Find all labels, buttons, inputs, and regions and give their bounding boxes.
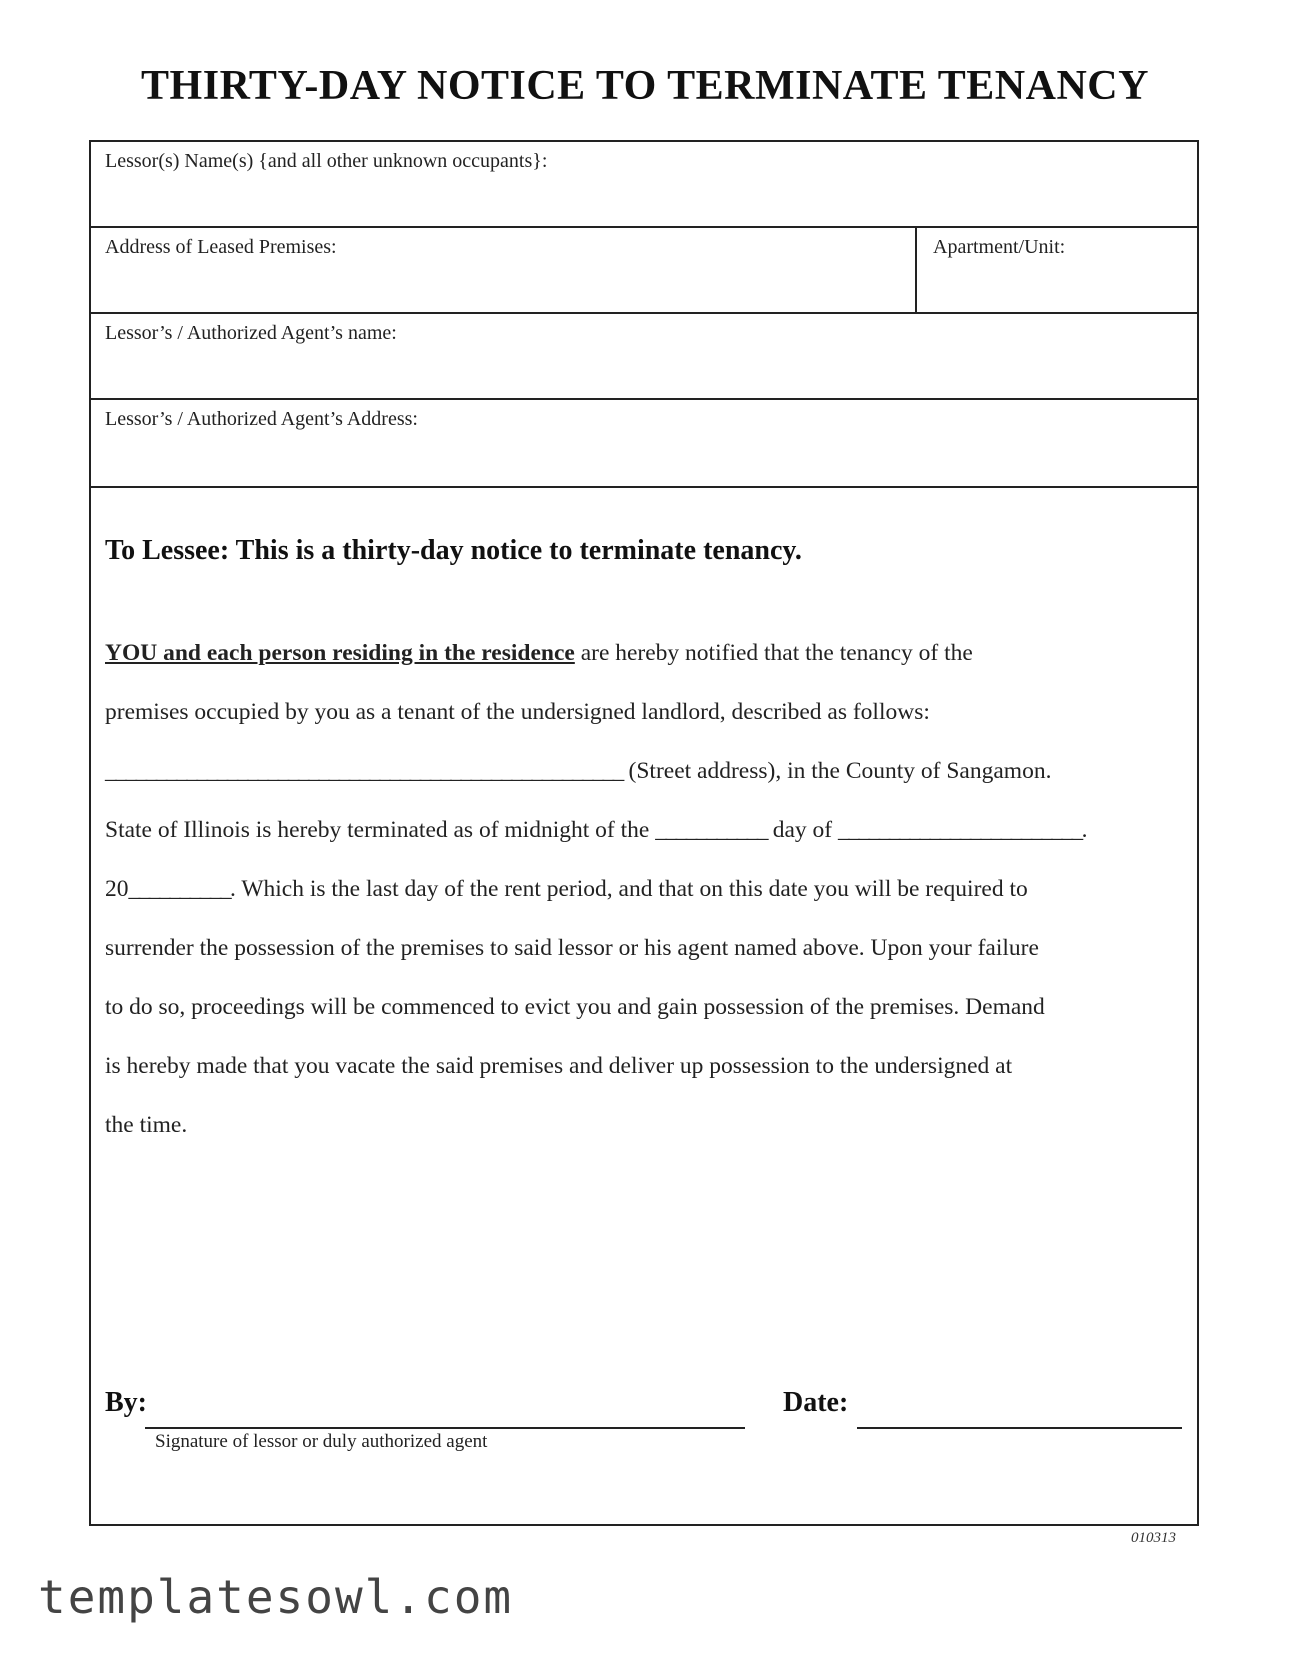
notice-line-6: surrender the possession of the premises to said lessor or his agent named above. Upon your failure xyxy=(105,935,1039,961)
document-title: THIRTY-DAY NOTICE TO TERMINATE TENANCY xyxy=(141,63,1149,109)
notice-line-8: is hereby made that you vacate the said premises and deliver up possession to the undersigned at xyxy=(105,1053,1013,1079)
notice-line-7: to do so, proceedings will be commenced to evict you and gain possession of the premises. Demand xyxy=(105,994,1045,1020)
column-divider xyxy=(915,228,917,312)
date-line[interactable] xyxy=(857,1427,1182,1429)
lessor-names-label: Lessor(s) Name(s) {and all other unknown occupants}: xyxy=(105,150,548,172)
year-blank[interactable]: __________ xyxy=(128,876,231,902)
notice-line-4: State of Illinois is hereby terminated as of midnight of the ___________ day of ________________________. xyxy=(105,817,1088,843)
notice-line-9: the time. xyxy=(105,1112,188,1138)
agent-address-label: Lessor’s / Authorized Agent’s Address: xyxy=(105,408,418,430)
form-code: 010313 xyxy=(1131,1530,1176,1546)
lessor-names-field[interactable] xyxy=(91,142,1197,228)
month-blank[interactable]: ________________________ xyxy=(837,817,1082,843)
agent-name-label: Lessor’s / Authorized Agent’s name: xyxy=(105,322,397,344)
address-label: Address of Leased Premises: xyxy=(105,236,337,258)
watermark: templatesowl.com xyxy=(38,1570,514,1624)
address-row xyxy=(91,228,1197,314)
signature-line[interactable] xyxy=(145,1427,745,1429)
date-label: Date: xyxy=(783,1387,849,1418)
agent-name-field[interactable] xyxy=(91,314,1197,400)
notice-line-3: ___________________________________________________ (Street address), in the County of Sangamon. xyxy=(105,758,1052,784)
notice-line-5: 20__________. Which is the last day of the rent period, and that on this date you will be required to xyxy=(105,876,1028,902)
street-address-blank[interactable]: ___________________________________________________ xyxy=(105,758,623,784)
by-label: By: xyxy=(105,1387,147,1418)
day-blank[interactable]: ___________ xyxy=(655,817,767,843)
notice-body xyxy=(105,624,1185,1155)
notice-heading: To Lessee: This is a thirty-day notice to terminate tenancy. xyxy=(105,535,802,566)
apartment-label: Apartment/Unit: xyxy=(933,236,1066,258)
notice-line-1: YOU and each person residing in the residence are hereby notified that the tenancy of the xyxy=(105,640,973,666)
notice-form xyxy=(89,140,1199,1526)
signature-caption: Signature of lessor or duly authorized agent xyxy=(155,1431,488,1452)
agent-address-field[interactable] xyxy=(91,400,1197,488)
notice-line-2: premises occupied by you as a tenant of the undersigned landlord, described as follows: xyxy=(105,699,930,725)
lead-text: YOU and each person residing in the residence xyxy=(105,640,575,666)
